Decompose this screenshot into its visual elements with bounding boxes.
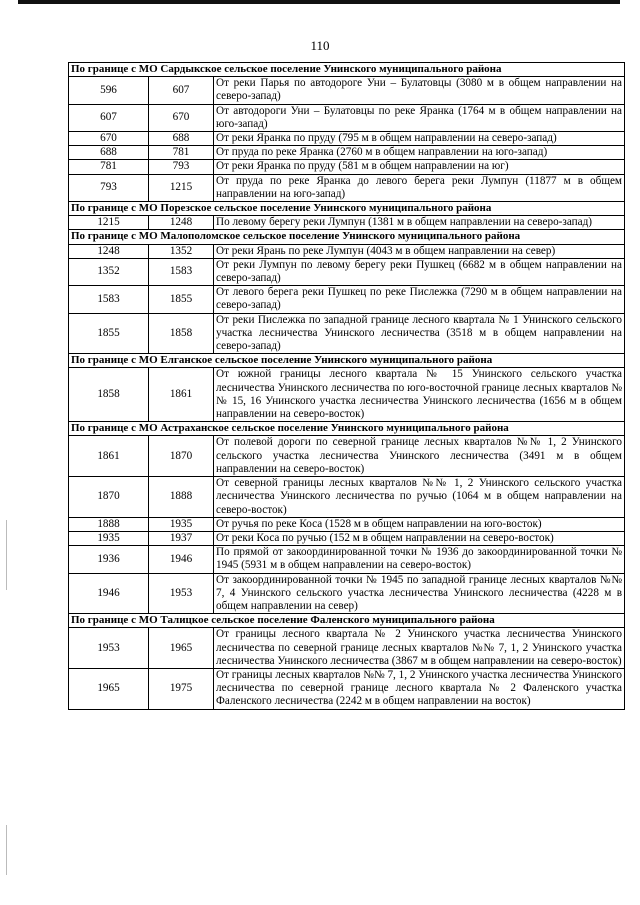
point-to-cell: 1935	[149, 517, 214, 531]
table-row	[69, 132, 625, 146]
section-header-row	[69, 422, 625, 436]
point-from-cell: 1935	[69, 531, 149, 545]
section-title: По границе с МО Талицкое сельское поселение Фаленского муниципального района	[69, 614, 625, 628]
table-row	[69, 258, 625, 285]
section-header-row	[69, 354, 625, 368]
point-from-cell: 1352	[69, 258, 149, 285]
description-cell: От левого берега реки Пушкец по реке Пислежка (7290 м в общем направлении на северо-запад)	[214, 286, 625, 313]
description-cell: От границы лесного квартала № 2 Унинского участка лесничества Унинского лесничества по северной границе лесных кварталов №№ 7, 1, 2 Унинского участка лесничества Унинского лесничества (3867 м в общем направлении на северо-восток)	[214, 628, 625, 669]
point-from-cell: 596	[69, 77, 149, 104]
table-row	[69, 244, 625, 258]
description-cell: От реки Коса по ручью (152 м в общем направлении на северо-восток)	[214, 531, 625, 545]
point-from-cell: 1855	[69, 313, 149, 354]
point-to-cell: 1215	[149, 174, 214, 201]
point-to-cell: 1953	[149, 573, 214, 614]
point-from-cell: 1861	[69, 436, 149, 477]
section-header-row	[69, 202, 625, 216]
description-cell: От реки Пислежка по западной границе лесного квартала № 1 Унинского сельского участка лесничества Унинского лесничества (3518 м в общем направлении на северо-запад)	[214, 313, 625, 354]
point-from-cell: 1248	[69, 244, 149, 258]
table-row	[69, 286, 625, 313]
section-header-row	[69, 63, 625, 77]
section-title: По границе с МО Порезское сельское поселение Унинского муниципального района	[69, 202, 625, 216]
point-from-cell: 688	[69, 146, 149, 160]
table-row	[69, 368, 625, 422]
point-from-cell: 1953	[69, 628, 149, 669]
point-to-cell: 688	[149, 132, 214, 146]
section-title: По границе с МО Елганское сельское поселение Унинского муниципального района	[69, 354, 625, 368]
scan-edge-mark	[6, 520, 7, 590]
table-row	[69, 517, 625, 531]
point-to-cell: 793	[149, 160, 214, 174]
description-cell: От пруда по реке Яранка до левого берега реки Лумпун (11877 м в общем направлении на юго-запад)	[214, 174, 625, 201]
point-from-cell: 1936	[69, 546, 149, 573]
description-cell: По прямой от закоординированной точки № 1936 до закоординированной точки № 1945 (5931 м в общем направлении на северо-восток)	[214, 546, 625, 573]
point-to-cell: 1858	[149, 313, 214, 354]
description-cell: По левому берегу реки Лумпун (1381 м в общем направлении на северо-запад)	[214, 216, 625, 230]
table-row	[69, 531, 625, 545]
description-cell: От границы лесных кварталов №№ 7, 1, 2 Унинского участка лесничества Унинского лесничества по северной границе лесного квартала № 2 Фаленского участка Фаленского лесничества (2242 м в общем направлении на восток)	[214, 668, 625, 709]
point-from-cell: 793	[69, 174, 149, 201]
point-from-cell: 1965	[69, 668, 149, 709]
table-row	[69, 77, 625, 104]
table-row	[69, 477, 625, 518]
scan-edge-mark	[6, 825, 7, 875]
table-row	[69, 313, 625, 354]
point-to-cell: 1248	[149, 216, 214, 230]
description-cell: От южной границы лесного квартала № 15 Унинского сельского участка лесничества Унинского лесничества по юго-восточной границе лесных кварталов №№ 15, 16 Унинского участка лесничества Унинского лесничества (1656 м в общем направлении на северо-восток)	[214, 368, 625, 422]
point-from-cell: 1870	[69, 477, 149, 518]
table-row	[69, 628, 625, 669]
section-header-row	[69, 230, 625, 244]
section-header-row	[69, 614, 625, 628]
point-from-cell: 1583	[69, 286, 149, 313]
page-number: 110	[310, 38, 330, 53]
section-title: По границе с МО Сардыкское сельское поселение Унинского муниципального района	[69, 63, 625, 77]
boundary-table	[68, 62, 625, 710]
description-cell: От реки Ярань по реке Лумпун (4043 м в общем направлении на север)	[214, 244, 625, 258]
section-title: По границе с МО Малополомское сельское поселение Унинского муниципального района	[69, 230, 625, 244]
description-cell: От реки Яранка по пруду (581 м в общем направлении на юг)	[214, 160, 625, 174]
description-cell: От ручья по реке Коса (1528 м в общем направлении на юго-восток)	[214, 517, 625, 531]
table-row	[69, 546, 625, 573]
point-to-cell: 781	[149, 146, 214, 160]
point-to-cell: 670	[149, 104, 214, 131]
point-to-cell: 1946	[149, 546, 214, 573]
table-row	[69, 160, 625, 174]
point-to-cell: 1855	[149, 286, 214, 313]
point-to-cell: 1870	[149, 436, 214, 477]
point-to-cell: 1937	[149, 531, 214, 545]
table-row	[69, 436, 625, 477]
point-from-cell: 1215	[69, 216, 149, 230]
description-cell: От реки Яранка по пруду (795 м в общем направлении на северо-запад)	[214, 132, 625, 146]
section-title: По границе с МО Астраханское сельское поселение Унинского муниципального района	[69, 422, 625, 436]
point-from-cell: 1888	[69, 517, 149, 531]
description-cell: От закоординированной точки № 1945 по западной границе лесных кварталов №№ 7, 4 Унинского сельского участка лесничества Унинского лесничества (4228 м в общем направлении на север)	[214, 573, 625, 614]
description-cell: От реки Лумпун по левому берегу реки Пушкец (6682 м в общем направлении на северо-запад)	[214, 258, 625, 285]
point-to-cell: 1352	[149, 244, 214, 258]
table-row	[69, 216, 625, 230]
description-cell: От северной границы лесных кварталов №№ 1, 2 Унинского сельского участка лесничества Унинского лесничества по ручью (1064 м в общем направлении на северо-восток)	[214, 477, 625, 518]
table-row	[69, 174, 625, 201]
point-to-cell: 1975	[149, 668, 214, 709]
table-row	[69, 573, 625, 614]
point-to-cell: 1583	[149, 258, 214, 285]
point-from-cell: 607	[69, 104, 149, 131]
point-to-cell: 1888	[149, 477, 214, 518]
description-cell: От автодороги Уни – Булатовцы по реке Яранка (1764 м в общем направлении на юго-запад)	[214, 104, 625, 131]
point-from-cell: 1946	[69, 573, 149, 614]
description-cell: От реки Парья по автодороге Уни – Булатовцы (3080 м в общем направлении на северо-запад)	[214, 77, 625, 104]
point-to-cell: 1965	[149, 628, 214, 669]
point-from-cell: 1858	[69, 368, 149, 422]
table-row	[69, 104, 625, 131]
table-row	[69, 668, 625, 709]
top-rule	[18, 0, 620, 4]
point-to-cell: 1861	[149, 368, 214, 422]
table-row	[69, 146, 625, 160]
point-to-cell: 607	[149, 77, 214, 104]
point-from-cell: 781	[69, 160, 149, 174]
point-from-cell: 670	[69, 132, 149, 146]
description-cell: От пруда по реке Яранка (2760 м в общем направлении на юго-запад)	[214, 146, 625, 160]
description-cell: От полевой дороги по северной границе лесных кварталов №№ 1, 2 Унинского сельского участка лесничества Унинского лесничества (3491 м в общем направлении на северо-восток)	[214, 436, 625, 477]
